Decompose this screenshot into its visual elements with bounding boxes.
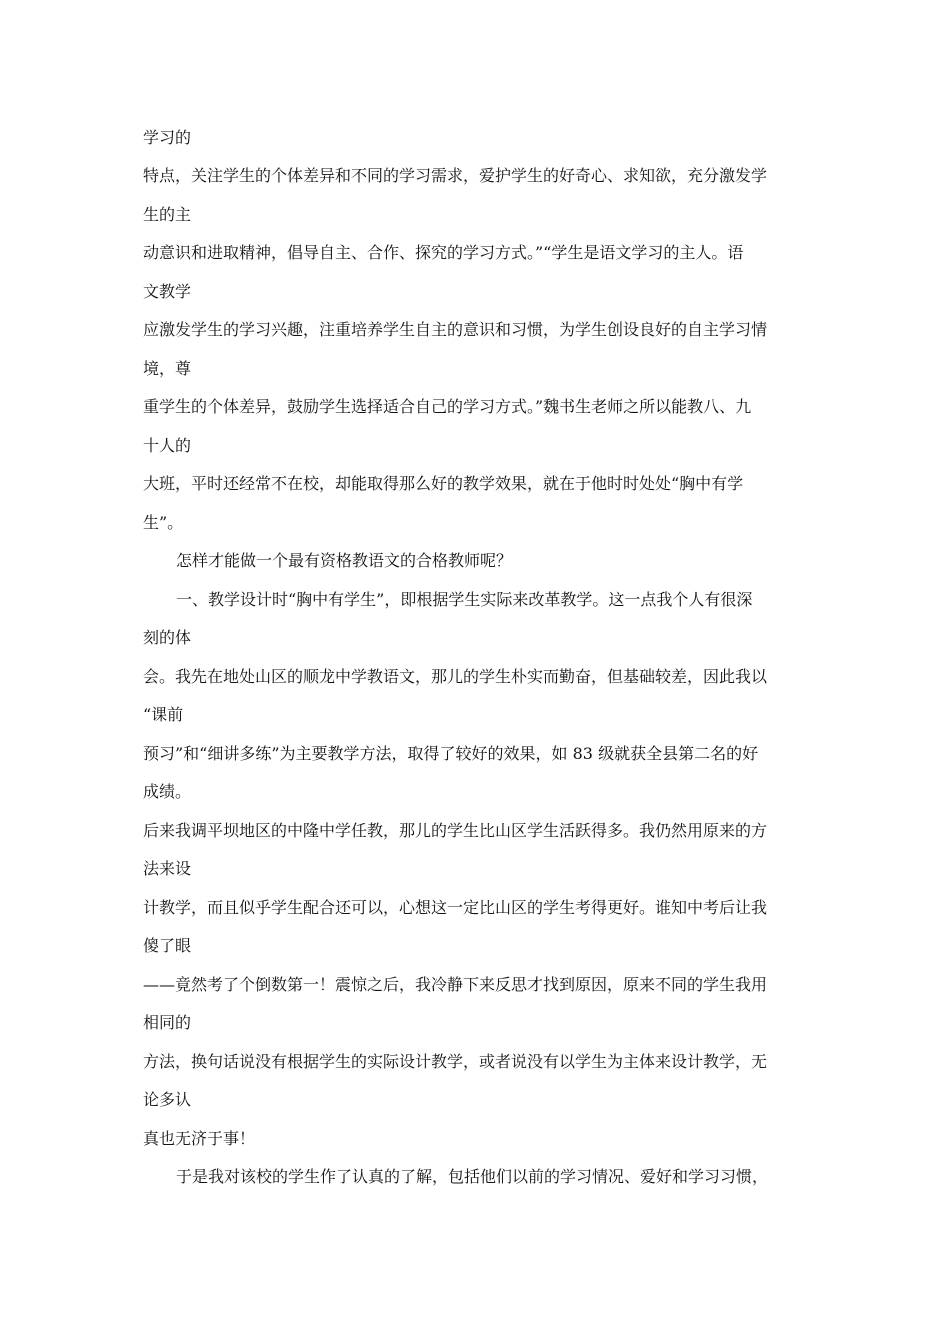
text-line: “课前	[143, 705, 184, 724]
text-line: 生”。	[143, 513, 184, 532]
text-line: 生的主	[143, 205, 192, 224]
paragraph-question: 怎样才能做一个最有资格教语文的合格教师呢？	[176, 551, 513, 570]
text-line: ——竟然考了个倒数第一！震惊之后，我冷静下来反思才找到原因，原来不同的学生我用	[143, 975, 768, 994]
text-line: 傻了眼	[143, 936, 192, 955]
text-line: 论多认	[143, 1090, 192, 1109]
text-line: 真也无济于事！	[143, 1129, 256, 1148]
text-line: 方法，换句话说没有根据学生的实际设计教学，或者说没有以学生为主体来设计教学，无	[143, 1052, 768, 1071]
text-line: 动意识和进取精神，倡导自主、合作、探究的学习方式。”“学生是语文学习的主人。语	[143, 243, 744, 262]
text-line: 成绩。	[143, 782, 192, 801]
text-line: 预习”和“细讲多练”为主要教学方法，取得了较好的效果，如 83 级就获全县第二名的好	[143, 744, 759, 763]
paragraph-start: 于是我对该校的学生作了认真的了解，包括他们以前的学习情况、爱好和学习习惯，	[176, 1167, 769, 1186]
text-line: 重学生的个体差异，鼓励学生选择适合自己的学习方式。”魏书生老师之所以能教八、九	[143, 397, 752, 416]
text-line: 十人的	[143, 436, 192, 455]
text-line: 文教学	[143, 282, 192, 301]
paragraph-heading-one: 一、教学设计时“胸中有学生”，即根据学生实际来改革教学。这一点我个人有很深	[176, 590, 753, 609]
text-line: 计教学，而且似乎学生配合还可以，心想这一定比山区的学生考得更好。谁知中考后让我	[143, 898, 768, 917]
text-line: 法来设	[143, 859, 192, 878]
text-line: 后来我调平坝地区的中隆中学任教，那儿的学生比山区学生活跃得多。我仍然用原来的方	[143, 821, 768, 840]
text-line: 学习的	[143, 128, 192, 147]
text-line: 应激发学生的学习兴趣，注重培养学生自主的意识和习惯，为学生创设良好的自主学习情	[143, 320, 768, 339]
text-line: 会。我先在地处山区的顺龙中学教语文，那儿的学生朴实而勤奋，但基础较差，因此我以	[143, 667, 768, 686]
text-line: 大班，平时还经常不在校，却能取得那么好的教学效果，就在于他时时处处“胸中有学	[143, 474, 744, 493]
text-line: 境，尊	[143, 359, 192, 378]
text-line: 刻的体	[143, 628, 192, 647]
text-line: 特点，关注学生的个体差异和不同的学习需求，爱护学生的好奇心、求知欲，充分激发学	[143, 166, 768, 185]
text-line: 相同的	[143, 1013, 192, 1032]
